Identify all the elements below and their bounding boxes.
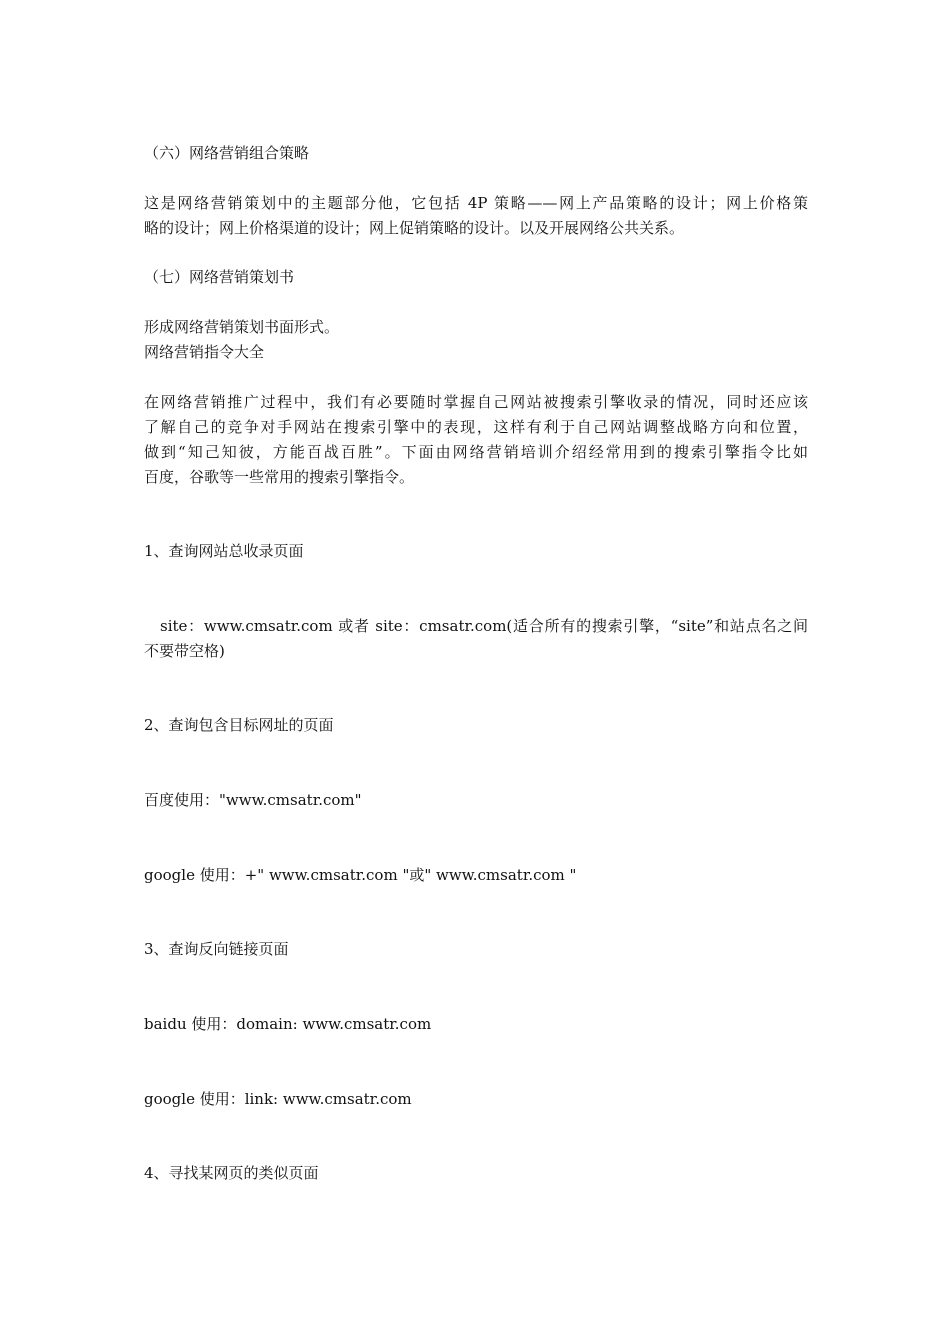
- intro-line-4: 百度，谷歌等一些常用的搜索引擎指令。: [144, 468, 415, 486]
- section6-body-line-1: 这是网络营销策划中的主题部分他，它包括 4P 策略——网上产品策略的设计；网上价格策: [144, 194, 808, 212]
- section6-body-line-2: 略的设计；网上价格渠道的设计；网上促销策略的设计。以及开展网络公共关系。: [144, 219, 685, 237]
- item3-google-usage: google 使用：link: www.cmsatr.com: [144, 1090, 412, 1108]
- section7-body: 形成网络营销策划书面形式。: [144, 318, 340, 336]
- item4-heading: 4、寻找某网页的类似页面: [144, 1164, 319, 1182]
- section6-heading: （六）网络营销组合策略: [144, 144, 310, 162]
- item3-baidu-usage: baidu 使用：domain: www.cmsatr.com: [144, 1015, 432, 1033]
- item2-google-usage: google 使用：+" www.cmsatr.com "或" www.cmsatr.com ": [144, 866, 577, 884]
- item3-heading: 3、查询反向链接页面: [144, 940, 289, 958]
- item2-baidu-usage: 百度使用："www.cmsatr.com": [144, 791, 362, 809]
- item2-heading: 2、查询包含目标网址的页面: [144, 716, 334, 734]
- intro-line-2: 了解自己的竞争对手网站在搜索引擎中的表现，这样有利于自己网站调整战略方向和位置，: [144, 418, 808, 436]
- article-title: 网络营销指令大全: [144, 343, 265, 361]
- intro-line-3: 做到“知己知彼，方能百战百胜”。下面由网络营销培训介绍经常用到的搜索引擎指令比如: [144, 443, 808, 461]
- intro-line-1: 在网络营销推广过程中，我们有必要随时掌握自己网站被搜索引擎收录的情况，同时还应该: [144, 393, 808, 411]
- section7-heading: （七）网络营销策划书: [144, 268, 295, 286]
- item1-heading: 1、查询网站总收录页面: [144, 542, 304, 560]
- item1-body-line-2: 不要带空格): [144, 642, 225, 660]
- item1-body-line-1: site：www.cmsatr.com 或者 site：cmsatr.com(适合所有的搜索引擎，“site”和站点名之间: [160, 617, 808, 635]
